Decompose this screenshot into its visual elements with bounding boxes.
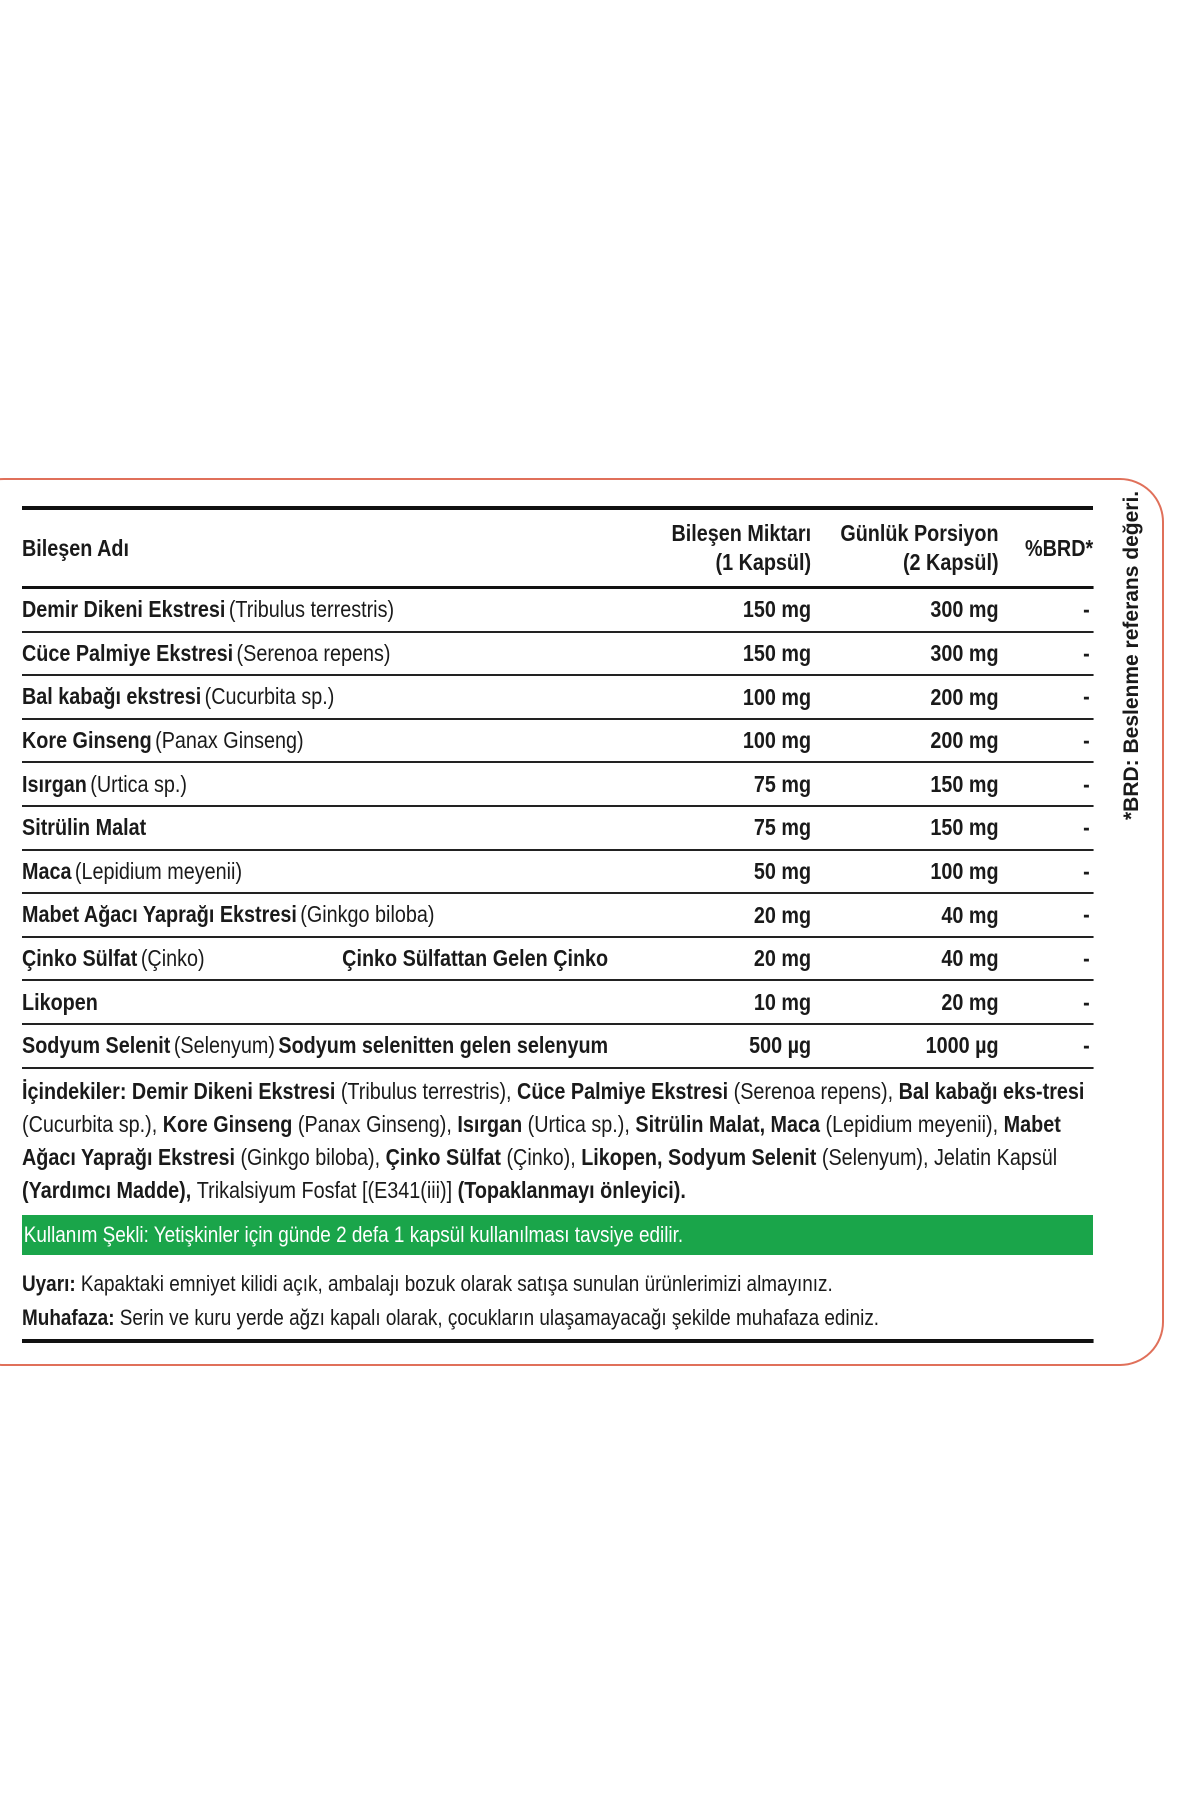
storage-label: Muhafaza: xyxy=(22,1304,115,1330)
component-scientific-name: (Çinko) xyxy=(140,945,205,972)
amount-per-capsule: 100 mg xyxy=(742,727,812,754)
component-name: Çinko Sülfat xyxy=(22,945,138,972)
storage-line xyxy=(22,1301,1093,1335)
component-scientific-name: (Ginkgo biloba) xyxy=(300,901,435,928)
ingredient-segment: Sitrülin Malat, Maca xyxy=(635,1110,826,1137)
row-component xyxy=(22,727,625,754)
storage-text: Serin ve kuru yerde ağzı kapalı olarak, çocukların ulaşamayacağı şekilde muhafaza ediniz. xyxy=(114,1304,880,1330)
brd-value: - xyxy=(1083,683,1090,710)
amount-per-capsule: 75 mg xyxy=(753,814,812,841)
table-row xyxy=(22,676,1093,720)
warnings-section xyxy=(22,1255,1093,1343)
amount-daily: 100 mg xyxy=(930,857,999,884)
usage-bar xyxy=(22,1215,1093,1255)
table-row xyxy=(22,807,1093,851)
ingredient-segment: (Yardımcı Madde), xyxy=(22,1176,197,1203)
amount-daily: 300 mg xyxy=(930,596,999,623)
component-name: Mabet Ağacı Yaprağı Ekstresi xyxy=(22,901,297,928)
table-body xyxy=(22,589,1093,1069)
ingredient-segment: (Lepidium meyenii), xyxy=(825,1110,1004,1137)
ingredients-label: İçindekiler: xyxy=(22,1077,127,1104)
amount-daily: 40 mg xyxy=(941,945,999,972)
warning-line xyxy=(22,1267,1093,1301)
ingredient-segment: (Topaklanmayı önleyici). xyxy=(457,1176,686,1203)
component-scientific-name: (Tribulus terrestris) xyxy=(228,596,395,623)
amount-per-capsule: 10 mg xyxy=(753,988,812,1015)
ingredient-segment: (Selenyum), Jelatin Kapsül xyxy=(821,1143,1058,1170)
amount-per-capsule: 500 µg xyxy=(749,1032,812,1059)
header-daily-line1: Günlük Porsiyon xyxy=(840,520,999,547)
row-component xyxy=(22,640,625,667)
component-name: Kore Ginseng xyxy=(22,727,152,754)
brd-value: - xyxy=(1083,901,1090,928)
table-row xyxy=(22,589,1093,633)
table-row xyxy=(22,938,1093,982)
ingredient-segment: (Ginkgo biloba), xyxy=(240,1143,386,1170)
row-component xyxy=(22,858,625,885)
row-component xyxy=(22,683,625,710)
component-name: Sodyum Selenit xyxy=(22,1032,171,1059)
table-row xyxy=(22,1025,1093,1069)
ingredient-segment: Bal kabağı eks- xyxy=(898,1077,1043,1104)
warning-text: Kapaktaki emniyet kilidi açık, ambalajı bozuk olarak satışa sunulan ürünlerimizi almayınız. xyxy=(75,1270,833,1296)
header-per-capsule-line2: (1 Kapsül) xyxy=(715,549,812,575)
amount-daily: 20 mg xyxy=(941,988,999,1015)
row-component xyxy=(22,596,625,623)
brd-value: - xyxy=(1083,639,1090,666)
component-name: Sitrülin Malat xyxy=(22,814,147,841)
ingredient-segment: (Tribulus terrestris), xyxy=(340,1077,518,1104)
header-daily-serving xyxy=(820,519,1009,577)
row-component xyxy=(22,945,625,972)
table-row xyxy=(22,851,1093,895)
header-component-name: Bileşen Adı xyxy=(22,534,129,561)
amount-per-capsule: 100 mg xyxy=(742,683,812,710)
component-scientific-name: (Panax Ginseng) xyxy=(155,727,304,754)
ingredients-paragraph xyxy=(22,1069,1093,1207)
row-component xyxy=(22,989,625,1016)
table-row xyxy=(22,633,1093,677)
row-component xyxy=(22,901,625,928)
component-name: Bal kabağı ekstresi xyxy=(22,683,202,710)
amount-per-capsule: 150 mg xyxy=(742,640,812,667)
component-scientific-name: (Urtica sp.) xyxy=(90,770,188,797)
brd-value: - xyxy=(1083,814,1090,841)
ingredient-segment: Cüce Palmiye Ekstresi xyxy=(517,1077,734,1104)
amount-per-capsule: 20 mg xyxy=(753,945,812,972)
ingredient-segment: (Urtica sp.), xyxy=(527,1110,636,1137)
amount-per-capsule: 20 mg xyxy=(753,901,812,928)
ingredient-segment: Trikalsiyum Fosfat [(E341(iii)] xyxy=(196,1176,458,1203)
brd-value: - xyxy=(1083,596,1090,623)
header-brd: %BRD* xyxy=(1025,534,1094,561)
row-component xyxy=(22,1032,625,1059)
table-row xyxy=(22,763,1093,807)
component-name: Isırgan xyxy=(22,770,87,797)
ingredient-segment: (Çinko), xyxy=(506,1143,582,1170)
component-scientific-name: (Cucurbita sp.) xyxy=(204,683,335,710)
ingredient-segment: Likopen, Sodyum Selenit xyxy=(581,1143,822,1170)
brd-value: - xyxy=(1083,1032,1090,1059)
brd-value: - xyxy=(1083,727,1090,754)
supplement-facts-label xyxy=(22,506,1093,1343)
ingredient-segment: tresi xyxy=(1042,1077,1085,1104)
amount-daily: 150 mg xyxy=(930,770,999,797)
amount-daily: 300 mg xyxy=(930,640,999,667)
component-name: Likopen xyxy=(22,988,98,1015)
brd-value: - xyxy=(1083,857,1090,884)
amount-daily: 200 mg xyxy=(930,683,999,710)
component-name: Demir Dikeni Ekstresi xyxy=(22,596,226,623)
brd-value: - xyxy=(1083,945,1090,972)
component-scientific-name: (Lepidium meyenii) xyxy=(74,857,243,884)
header-per-capsule xyxy=(625,519,819,577)
brd-value: - xyxy=(1083,988,1090,1015)
header-daily-line2: (2 Kapsül) xyxy=(902,549,999,575)
row-component xyxy=(22,814,625,841)
table-row xyxy=(22,981,1093,1025)
ingredient-segment: (Panax Ginseng), xyxy=(297,1110,458,1137)
brd-footnote: *BRD: Beslenme referans değeri. xyxy=(1120,490,1143,820)
table-row xyxy=(22,894,1093,938)
header-per-capsule-line1: Bileşen Miktarı xyxy=(671,520,812,547)
component-scientific-name: (Selenyum) xyxy=(173,1032,275,1059)
ingredient-segment: Isırgan xyxy=(457,1110,528,1137)
component-note: Sodyum selenitten gelen selenyum xyxy=(278,1032,609,1059)
ingredient-segment: (Cucurbita sp.), xyxy=(22,1110,163,1137)
amount-per-capsule: 75 mg xyxy=(753,770,812,797)
table-header-row xyxy=(22,510,1093,589)
amount-daily: 40 mg xyxy=(941,901,999,928)
amount-daily: 200 mg xyxy=(930,727,999,754)
component-name: Cüce Palmiye Ekstresi xyxy=(22,639,234,666)
ingredient-segment: Çinko Sülfat xyxy=(385,1143,507,1170)
amount-daily: 1000 µg xyxy=(925,1032,999,1059)
row-component xyxy=(22,771,625,798)
brd-value: - xyxy=(1083,770,1090,797)
ingredient-segment: (Serenoa repens), xyxy=(733,1077,899,1104)
table-row xyxy=(22,720,1093,764)
amount-per-capsule: 50 mg xyxy=(753,857,812,884)
usage-text: Kullanım Şekli: Yetişkinler için günde 2 defa 1 kapsül kullanılması tavsiye edilir. xyxy=(23,1221,684,1247)
amount-daily: 150 mg xyxy=(930,814,999,841)
ingredient-segment: Demir Dikeni Ekstresi xyxy=(131,1077,341,1104)
component-note: Çinko Sülfattan Gelen Çinko xyxy=(342,945,609,972)
ingredient-segment: Mabet Ağacı Yaprağı Ekstresi xyxy=(22,1110,1061,1170)
amount-per-capsule: 150 mg xyxy=(742,596,812,623)
component-name: Maca xyxy=(22,857,72,884)
ingredient-segment: Kore Ginseng xyxy=(162,1110,298,1137)
warning-label: Uyarı: xyxy=(22,1270,76,1296)
component-scientific-name: (Serenoa repens) xyxy=(236,639,391,666)
